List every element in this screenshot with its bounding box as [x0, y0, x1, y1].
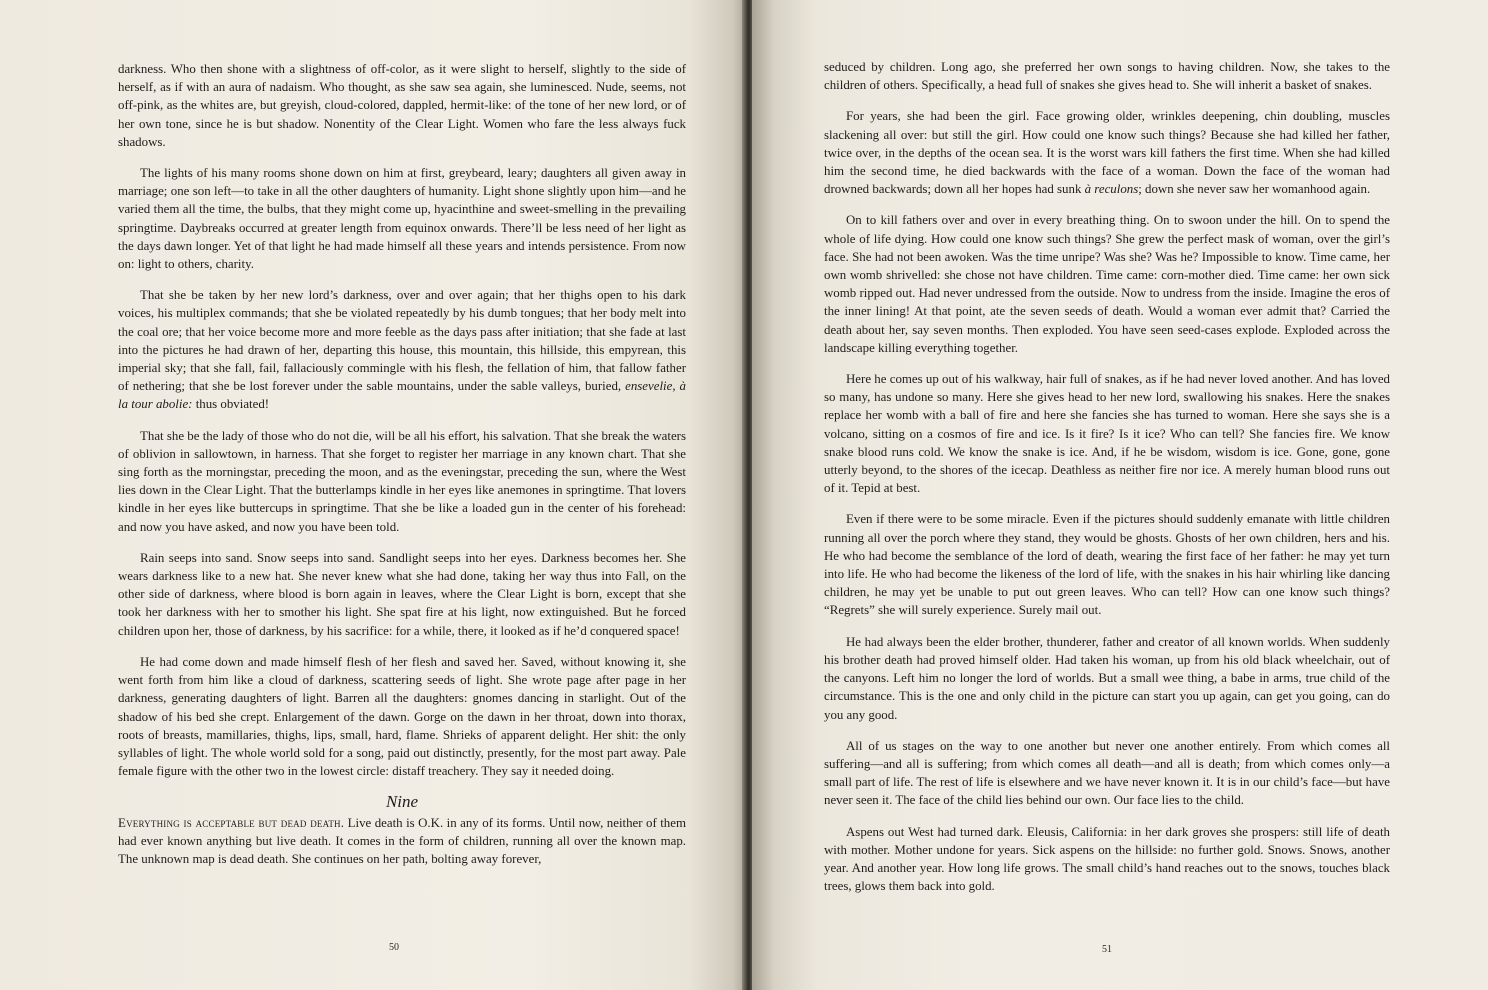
left-page-text [118, 60, 686, 881]
italic-phrase: à reculons [1084, 182, 1139, 197]
paragraph [118, 286, 686, 413]
paragraph-text: For years, she had been the girl. Face growing older, wrinkles deepening, chin doubling, muscles slackening all over: but still the girl. How could one know such things? Because she had killed her father, twice over, in the depths of the ocean sea. It is the worst wars kill fathers the first time. When she had killed him the second time, he died backwards with the face of a woman. Down the face of the woman had drowned backwards; down all her hopes had sunk [824, 109, 1390, 197]
italic-phrase: ensevelie, à la tour abolie: [118, 379, 686, 412]
paragraph: Here he comes up out of his walkway, hair full of snakes, as if he had never loved another. And has loved so many, has undone so many. Here she gives head to her new lord, swallowing his snakes. Here the snakes replace her womb with a ball of fire and here she fancies she has turned to woman. Here she says she is a volcano, sitting on a cosmos of fire and ice. Is it fire? Is it ice? Who can tell? She fancies fire. We know snake blood runs cold. We know the snake is ice. And, if he be wisdom, wisdom is ice. Gone, gone, gone utterly beyond, to the shores of the icecap. Deathless as neither fire nor ice. A merely human blood runs out of it. Tepid at best. [824, 372, 1390, 496]
paragraph-end: thus obviated! [192, 397, 270, 412]
paragraph [824, 107, 1390, 198]
chapter-text: Live death is O.K. in any of its forms. Until now, neither of them had ever known anything but live death. It comes in the form of children, running all over the known map. The unknown map is dead death. She continues on her path, bolting away forever, [118, 815, 686, 866]
chapter-title: Nine [385, 792, 419, 812]
paragraph: All of us stages on the way to one another but never one another entirely. From which comes all suffering—and all is suffering; from which comes all death—and all is death; from which comes only—a small part of life. The rest of life is elsewhere and we have never known it. It is in our child’s face—but have never seen it. The face of the child lies behind our own. Our face lies to the child. [824, 738, 1390, 808]
paragraph: The lights of his many rooms shone down on him at first, greybeard, leary; daughters all given away in marriage; one son left—to take in all the other daughters of humanity. Light shone slightly upon him—and he varied them all the time, the bulbs, that they might come up, hyacinthine and sweet-smelling in the prevailing springtime. Daybreaks occurred at greater length from equinox onwards. There’ll be less need of her light as the days dawn longer. Yet of that light he had made himself all these years and intends persistence. From now on: light to others, charity. [118, 166, 686, 272]
chapter-smallcaps: Everything is acceptable but dead death. [118, 815, 345, 830]
paragraph: He had come down and made himself flesh of her flesh and saved her. Saved, without knowing it, she went forth from him like a cloud of darkness, scattering seeds of light. She wrote page after page in her darkness, generating daughters of light. Barren all the daughters: gnomes dancing in starlight. Out of the shadow of his bed she crept. Enlargement of the dawn. Gorge on the dawn in her throat, down into thorax, roots of breasts, mamillaries, thighs, lips, small, hard, flame. Shrieks of apparent delight. Her shit: the only syllables of light. The whole world sold for a song, paid out distinctly, presently, for the most part away. Pale female figure with the other two in the lowest circle: distaff treachery. They say it needed doing. [118, 654, 686, 779]
paragraph: darkness. Who then shone with a slightness of off-color, as it were slight to herself, slightly to the side of herself, as if with an aura of nadaism. Who thought, as she saw sea again, she luminesced. Nude, seems, not off-pink, as the whites are, but greyish, cloud-colored, dappled, hermit-like: of the tone of her new lord, or of her own tone, since he is but shadow. Nonentity of the Clear Light. Women who fare the less always fuck shadows. [118, 62, 686, 149]
paragraph-text: That she be taken by her new lord’s darkness, over and over again; that her thighs open to his dark voices, his multiplex commands; that she be violated repeatedly by his dumb tongues; that her body melt into the coal ore; that her voice become more and more feeble as the days pass after initiation; that she fade at last into the pictures he had drawn of her, departing this house, this mountain, this hillside, this empyrean, this imperial sky; that she fall, fail, fallaciously commingle with his flesh, the fellation of him, that fallow father of nethering; that she be lost forever under the sable mountains, under the sable valleys, buried, [118, 288, 686, 394]
paragraph: Even if there were to be some miracle. Even if the pictures should suddenly emanate with little children running all over the porch where they stand, they would be ghosts. Ghosts of her own children, hers and his. He who had become the semblance of the lord of death, wearing the first face of her father: he may yet turn into life. He who had become the likeness of the lord of life, with the snakes in his hair whirling like dancing children, he may yet be unable to put out green leaves. Who can tell? How can one know such things? “Regrets” she will surely experience. Surely mail out. [824, 512, 1390, 618]
paragraph: Rain seeps into sand. Snow seeps into sand. Sandlight seeps into her eyes. Darkness becomes her. She wears darkness like to a new hat. She never knew what she had done, taking her way thus into Fall, on the other side of darkness, where blood is born again in leaves, where the Clear Light is born, except that she took her darkness with her to smother his light. She spat fire at his light, now extinguished. But he forced children upon her, those of darkness, by his sacrifice: for a while, there, it looked as if he’d conquered space! [118, 550, 686, 638]
paragraph: Aspens out West had turned dark. Eleusis, California: in her dark groves she prospers: still life of death with mother. Mother undone for years. Sick aspens on the hillside: no further gold. Snows. Snows, another year. And another year. How long life grows. The small child’s hand reaches out to the snows, touches black trees, glows them back into gold. [824, 824, 1390, 894]
page-number: 51 [1102, 944, 1112, 955]
paragraph: He had always been the elder brother, thunderer, father and creator of all known worlds. When suddenly his brother death had proved himself older. Had taken his woman, up from his old black wheelchair, out of the canyons. Left him no longer the lord of worlds. But a small wee thing, a babe in arms, true child of the circumstance. This is the one and only child in the picture can start you up again, can get you going, can do you any good. [824, 634, 1390, 722]
paragraph: seduced by children. Long ago, she preferred her own songs to having children. Now, she takes to the children of others. Specifically, a head full of snakes she gives head to. She will inherit a basket of snakes. [824, 60, 1390, 93]
chapter-opening-paragraph [118, 814, 686, 869]
paragraph: On to kill fathers over and over in every breathing thing. On to swoon under the hill. On to spend the whole of life dying. How could one know such things? She grew the perfect mask of woman, over the girl’s face. She had not been awoken. Was the time unripe? Was she? Was he? Impossible to know. Time came, her own womb shrivelled: she chose not have children. Time came: corn-mother died. Time came: her own sick womb ripped out. Had never undressed from the outside. Now to undress from the inside. Imagine the eros of the inner lining! At that point, ate the seven seeds of death. Would a woman ever admit that? Carried the death about her, say seven months. Then exploded. You have seen seed-cases explode. Exploded across the landscape killing everything together. [824, 213, 1390, 355]
right-page [752, 0, 1488, 990]
paragraph: That she be the lady of those who do not die, will be all his effort, his salvation. That she break the waters of oblivion in sallowtown, in harness. That she forget to register her marriage in any known chart. That she sing forth as the morningstar, preceding the moon, and as the eveningstar, preceding the sun, where the West lies down in the Clear Light. That the butterlamps kindle in her eyes like anemones in springtime. That lovers kindle in her eyes like buttercups in springtime. That she be like a loaded gun in the center of his forehead: and now you have asked, and now you have been told. [118, 428, 686, 534]
paragraph-end: ; down she never saw her womanhood again. [1138, 182, 1371, 197]
right-page-text [824, 58, 1390, 908]
page-number: 50 [389, 942, 399, 953]
